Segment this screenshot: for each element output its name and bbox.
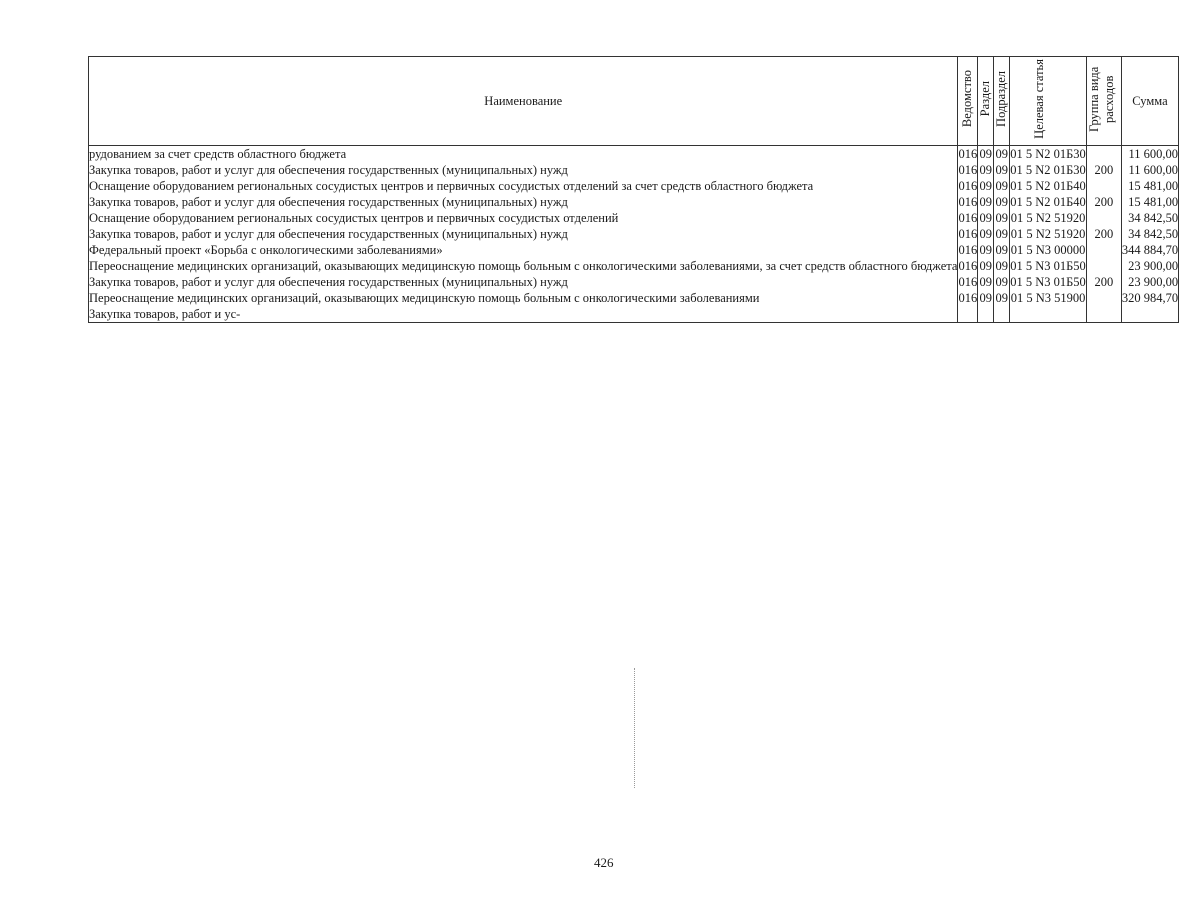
cell-target: 01 5 N3 01Б50 (1010, 259, 1086, 273)
cell-section: 09 (979, 275, 992, 289)
table-body (89, 146, 1179, 323)
cell-expense-group (1086, 242, 1121, 258)
header-subsection: Подраздел (994, 57, 1010, 146)
table-row (89, 306, 1179, 323)
cell-target: 01 5 N2 51920 (1010, 227, 1086, 241)
cell-section: 09 (979, 195, 992, 209)
cell-dept: 016 (958, 147, 978, 161)
cell-dept: 016 (958, 243, 978, 257)
cell-expense-group: 200 (1086, 194, 1121, 210)
cell-sum: 34 842,50 (1121, 210, 1178, 226)
cell-name: Переоснащение медицинских организаций, оказывающих медицинскую помощь больным с онкологическими заболеваниями (89, 290, 958, 306)
cell-sum: 11 600,00 (1121, 146, 1178, 163)
cell-section (978, 306, 994, 323)
cell-target: 01 5 N2 01Б30 (1010, 163, 1086, 177)
cell-section: 09 (979, 179, 992, 193)
cell-target: 01 5 N3 51900 (1010, 291, 1086, 305)
cell-name: Закупка товаров, работ и услуг для обеспечения государственных (муниципальных) нужд (89, 226, 958, 242)
cell-section: 09 (979, 291, 992, 305)
cell-expense-group (1086, 258, 1121, 274)
cell-target: 01 5 N2 01Б40 (1010, 195, 1086, 209)
table-row (89, 178, 1179, 194)
budget-table (88, 56, 1179, 323)
cell-sum: 320 984,70 (1121, 291, 1179, 305)
cell-expense-group: 200 (1086, 274, 1121, 290)
cell-dept (958, 306, 978, 323)
cell-section: 09 (979, 211, 992, 225)
cell-name: Закупка товаров, работ и услуг для обеспечения государственных (муниципальных) нужд (89, 194, 958, 210)
cell-expense-group: 200 (1086, 162, 1121, 178)
cell-subsection: 09 (995, 243, 1008, 257)
cell-dept: 016 (958, 291, 978, 305)
cell-dept: 016 (958, 259, 978, 273)
table-row (89, 194, 1179, 210)
cell-target (1010, 306, 1087, 323)
scan-edge-mark (634, 668, 636, 788)
cell-target: 01 5 N3 00000 (1010, 243, 1086, 257)
cell-expense-group (1086, 290, 1121, 306)
cell-sum (1121, 306, 1178, 323)
cell-expense-group (1086, 210, 1121, 226)
table-row (89, 258, 1179, 274)
cell-name: Закупка товаров, работ и ус- (89, 306, 958, 323)
header-target: Целевая статья (1010, 57, 1087, 146)
table-row (89, 162, 1179, 178)
cell-sum: 15 481,00 (1121, 178, 1178, 194)
cell-subsection: 09 (995, 291, 1008, 305)
cell-section: 09 (979, 163, 992, 177)
cell-dept: 016 (958, 227, 978, 241)
cell-expense-group (1086, 146, 1121, 163)
cell-name: Федеральный проект «Борьба с онкологическими заболеваниями» (89, 242, 958, 258)
header-row (89, 57, 1179, 146)
table-row (89, 290, 1179, 306)
cell-sum: 23 900,00 (1121, 274, 1178, 290)
table-row (89, 210, 1179, 226)
cell-name: Оснащение оборудованием региональных сосудистых центров и первичных сосудистых отделений (89, 210, 958, 226)
cell-subsection: 09 (995, 275, 1008, 289)
cell-sum: 23 900,00 (1121, 258, 1178, 274)
cell-subsection: 09 (995, 195, 1008, 209)
cell-subsection: 09 (995, 163, 1008, 177)
cell-sum: 11 600,00 (1121, 162, 1178, 178)
cell-subsection: 09 (995, 211, 1008, 225)
cell-dept: 016 (958, 275, 978, 289)
cell-section: 09 (979, 147, 992, 161)
cell-target: 01 5 N3 01Б50 (1010, 275, 1086, 289)
table-row (89, 242, 1179, 258)
header-name: Наименование (89, 57, 958, 146)
table-row (89, 274, 1179, 290)
cell-expense-group (1086, 306, 1121, 323)
cell-subsection: 09 (995, 259, 1008, 273)
page-number: 426 (594, 855, 614, 870)
cell-sum: 344 884,70 (1121, 243, 1179, 257)
table-row (89, 146, 1179, 163)
cell-dept: 016 (958, 163, 978, 177)
cell-expense-group: 200 (1086, 226, 1121, 242)
header-section: Раздел (978, 57, 994, 146)
cell-subsection: 09 (995, 227, 1008, 241)
cell-subsection: 09 (995, 147, 1008, 161)
cell-subsection: 09 (995, 179, 1008, 193)
cell-sum: 34 842,50 (1121, 226, 1178, 242)
cell-subsection (994, 306, 1010, 323)
cell-name: Закупка товаров, работ и услуг для обеспечения государственных (муниципальных) нужд (89, 162, 958, 178)
cell-section: 09 (979, 259, 992, 273)
cell-section: 09 (979, 243, 992, 257)
cell-name: Оснащение оборудованием региональных сосудистых центров и первичных сосудистых отделений за счет средств областного бюджета (89, 178, 958, 194)
cell-dept: 016 (958, 179, 978, 193)
header-dept: Ведомство (958, 57, 978, 146)
cell-expense-group (1086, 178, 1121, 194)
table-row (89, 226, 1179, 242)
header-sum: Сумма (1121, 57, 1178, 146)
cell-name: рудованием за счет средств областного бюджета (89, 146, 958, 163)
cell-target: 01 5 N2 51920 (1010, 211, 1086, 225)
cell-section: 09 (979, 227, 992, 241)
cell-target: 01 5 N2 01Б30 (1010, 147, 1086, 161)
cell-name: Переоснащение медицинских организаций, оказывающих медицинскую помощь больным с онкологическими заболеваниями, за счет средств областного бюджета (89, 259, 958, 273)
header-expense-group: Группа вида расходов (1086, 57, 1121, 146)
cell-name: Закупка товаров, работ и услуг для обеспечения государственных (муниципальных) нужд (89, 274, 958, 290)
cell-dept: 016 (958, 195, 978, 209)
cell-target: 01 5 N2 01Б40 (1010, 179, 1086, 193)
cell-dept: 016 (958, 211, 978, 225)
cell-sum: 15 481,00 (1121, 194, 1178, 210)
